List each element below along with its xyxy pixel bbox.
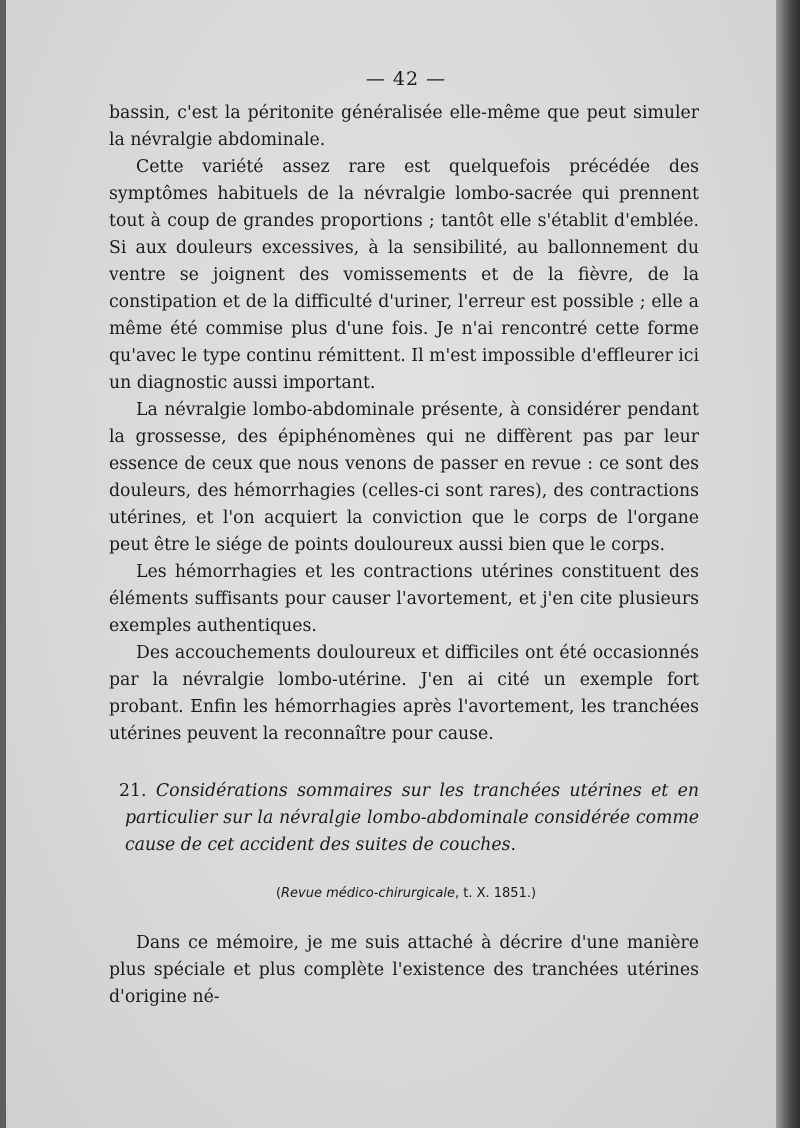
paragraph: Les hémorrhagies et les contractions utérines constituent des éléments suffisants pour causer l'avortement, et j'en cite plusieurs exemples authentiques. [109, 562, 699, 636]
bibliography-entry [109, 778, 699, 859]
paragraph: Cette variété assez rare est quelquefois précédée des symptômes habituels de la névralgie lombo-sacrée qui prennent tout à coup de grandes proportions ; tantôt elle s'établit d'emblée. Si aux douleurs excessives, à la sensibilité, au ballonnement du ventre se joignent des vomissements et de la fièvre, de la constipation et de la difficulté d'uriner, l'erreur est possible ; elle a même été commise plus d'une fois. Je n'ai rencontré cette forme qu'avec le type continu rémittent. Il m'est impossible d'effleurer ici un diagnostic aussi important. [109, 157, 699, 393]
paragraph: La névralgie lombo-abdominale présente, à considérer pendant la grossesse, des épiphénomènes qui ne diffèrent pas par leur essence de ceux que nous venons de passer en revue : ce sont des douleurs, des hémorrhagies (celles-ci sont rares), des contractions utérines, et l'on acquiert la conviction que le corps de l'organe peut être le siége de points douloureux aussi bien que le corps. [109, 400, 699, 555]
entry-number: 21. [119, 781, 147, 801]
closing-paragraph: Dans ce mémoire, je me suis attaché à décrire d'une manière plus spéciale et plus complète l'existence des tranchées utérines d'origine né- [109, 933, 699, 1007]
body-text [109, 100, 699, 748]
source-journal: Revue médico-chirurgicale [281, 886, 455, 901]
source-details: , t. X. 1851.) [454, 886, 537, 901]
page-number: — 42 — [365, 68, 447, 90]
paragraph: Des accouchements douloureux et difficiles ont été occasionnés par la névralgie lombo-utérine. J'en ai cité un exemple fort probant. Enfin les hémorrhagies après l'avortement, les tranchées utérines peuvent la reconnaître pour cause. [109, 643, 699, 744]
source-open: ( [275, 886, 282, 901]
source-citation [6, 886, 800, 901]
entry-title: Considérations sommaires sur les tranchées utérines et en particulier sur la névralgie lombo-abdominale considérée comme cause de cet accident des suites de couches. [125, 781, 700, 855]
scan-edge-shadow [776, 0, 800, 1128]
scanned-page [6, 0, 776, 1128]
paragraph-continuation: bassin, c'est la péritonite généralisée elle-même que peut simuler la névralgie abdominale. [109, 103, 699, 150]
